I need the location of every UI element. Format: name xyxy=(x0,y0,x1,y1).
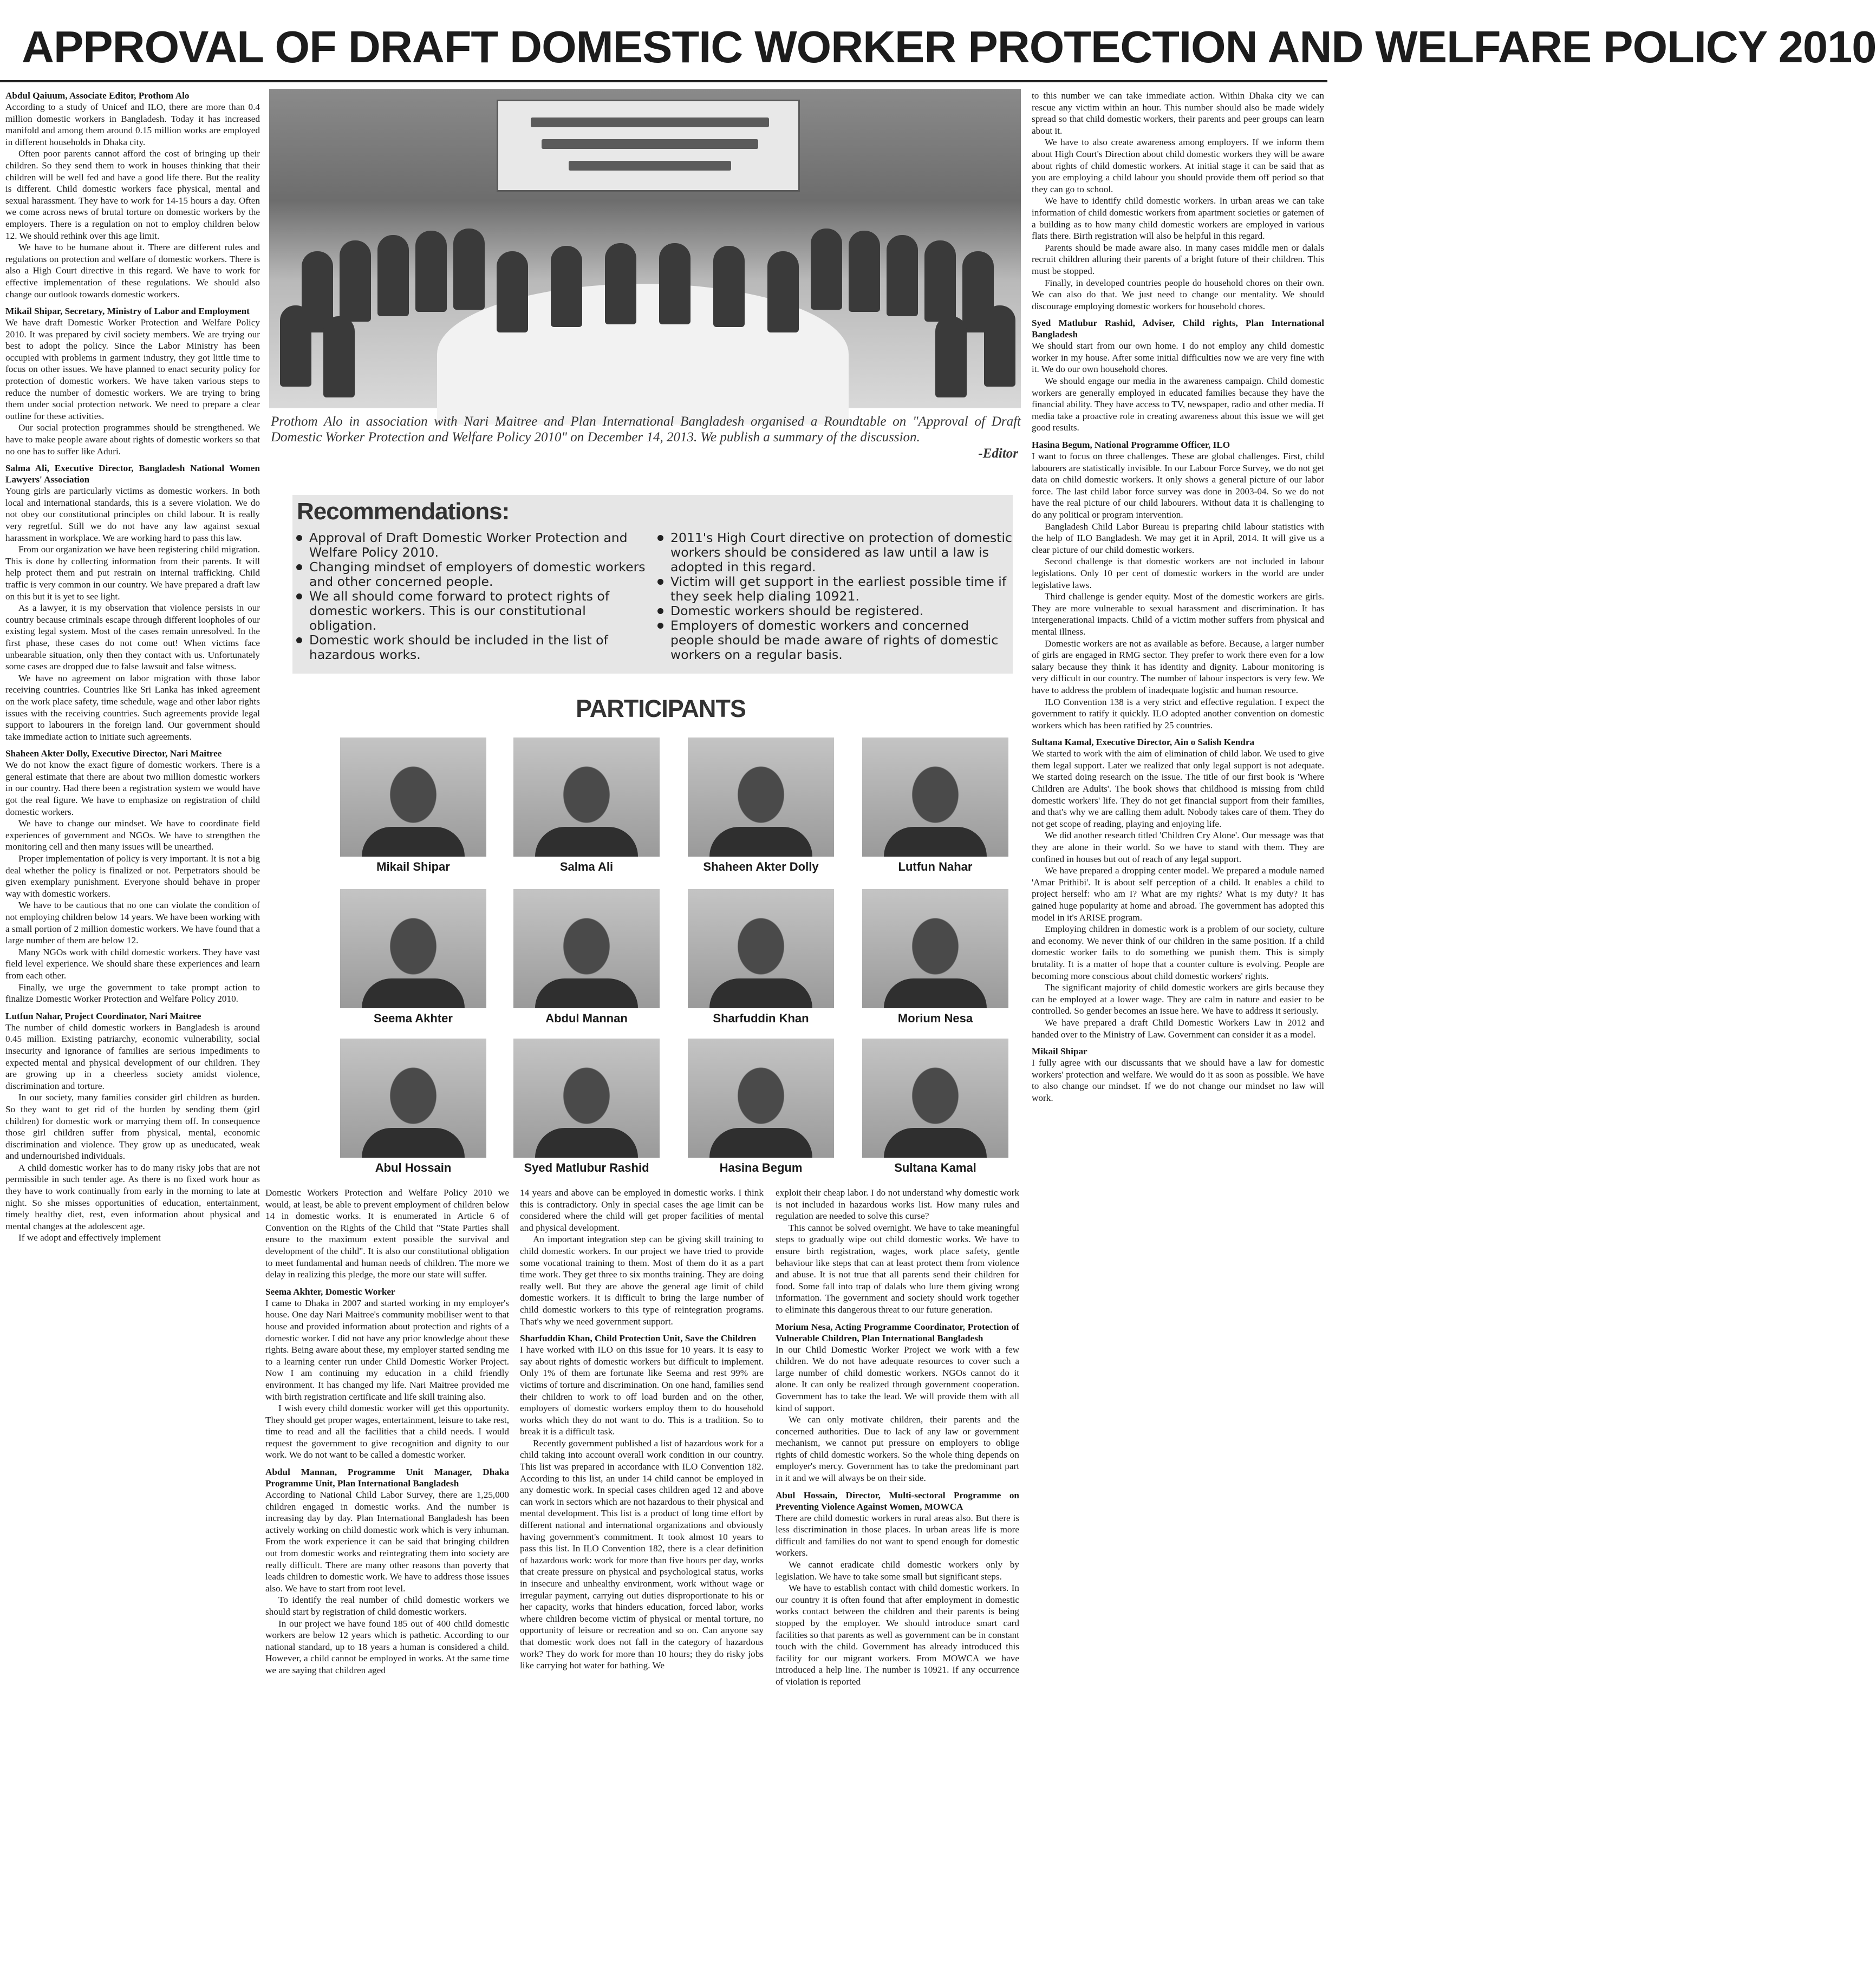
participant-name: Shaheen Akter Dolly xyxy=(703,860,819,873)
speaker-byline: Sultana Kamal, Executive Director, Ain o Salish Kendra xyxy=(1032,737,1255,748)
participant-portrait xyxy=(688,889,834,1008)
column-d xyxy=(776,1187,1019,1969)
article-paragraph: In our project we have found 185 out of 400 child domestic workers are below 12 years which is pathetic. According to our national standard, up to 18 years a human is considered a child. However, a child cannot be employed in works. At the same time we are saying that children aged xyxy=(265,1618,509,1675)
article-paragraph: In our society, many families consider girl children as burden. So they want to get rid of the burden by sending them (girl children) for domestic work or marrying them off. In consequence those girl children suffer from physical, mental, economic discrimination and violence. They grow up as uneducated, weak and undernourished individuals. xyxy=(5,1092,260,1161)
participant-name: Mikail Shipar xyxy=(376,860,450,873)
article-paragraph: I came to Dhaka in 2007 and started working in my employer's house. One day Nari Maitree's community mobiliser went to that house and provided information about protection and rights of a domestic worker. I did not have any prior knowledge about these rights. Being aware about these, my employer started sending me to a learning center run under Child Domestic Worker Project. Now I am continuing my education in a child friendly environment. It has changed my life. Nari Maitree provided me with birth registration certificate and life skill training also. xyxy=(265,1297,509,1402)
photo-person xyxy=(659,243,691,324)
speaker-byline: Salma Ali, Executive Director, Bangladesh National Women Lawyers' Association xyxy=(5,463,260,485)
participant-name: Hasina Begum xyxy=(719,1161,803,1174)
recommendation-item xyxy=(295,633,653,662)
recommendation-item xyxy=(295,560,653,589)
recommendation-item xyxy=(656,575,1014,604)
speaker-byline: Abul Hossain, Director, Multi-sectoral Programme on Preventing Violence Against Women, MOWCA xyxy=(776,1490,1019,1512)
article-paragraph: If we adopt and effectively implement xyxy=(18,1232,161,1243)
recommendation-text: 2011's High Court directive on protection of domestic workers should be considered as law until a law is adopted in this regard. xyxy=(670,530,1012,575)
speaker-byline: Mikail Shipar, Secretary, Ministry of Labor and Employment xyxy=(5,306,250,317)
article-paragraph: As a lawyer, it is my observation that violence persists in our country because criminals escape through different loopholes of our existing legal system. Most of the cases remain unresolved. In the first phase, these cases do not come out! When victims face unbearable situation, only then they contact with us. Unfortunately some cases are dropped due to false lawsuit and false witness. xyxy=(5,603,260,672)
participant-card xyxy=(513,889,660,1026)
bullet-icon xyxy=(657,623,663,629)
article-paragraph: to this number we can take immediate action. Within Dhaka city we can rescue any victim within an hour. This number should also be made widely spread so that child domestic workers, their parents and peer groups can learn about it. xyxy=(1032,90,1324,136)
article-paragraph: We have to identify child domestic workers. In urban areas we can take information of child domestic workers from apartment societies or gatemen of a building as to how many child domestic workers are employed in various flats there. Birth registration will also be helpful in this regard. xyxy=(1032,195,1324,242)
bullet-icon xyxy=(296,535,302,541)
speaker-byline: Lutfun Nahar, Project Coordinator, Nari Maitree xyxy=(5,1010,201,1021)
article-paragraph: We have to be cautious that no one can violate the condition of not employing children below 14 years. We have been working with a small portion of 2 million domestic workers. We have found that a large number of them are below 12. xyxy=(5,900,260,946)
participant-portrait xyxy=(688,1039,834,1158)
article-paragraph: We should engage our media in the awareness campaign. Child domestic workers are generally employed in educated families because they have the financial ability. They have access to TV, newspaper, radio and other media. If media take a proactive role in creating awareness about this issue we will get good results. xyxy=(1032,376,1324,433)
column-e xyxy=(1032,90,1324,1969)
bullet-icon xyxy=(657,608,663,614)
photo-caption: Prothom Alo in association with Nari Maitree and Plan International Bangladesh organised a Roundtable on "Approval of Draft Domestic Worker Protection and Welfare Policy 2010" on December 14, 2013. We publish a summary of the discussion. xyxy=(271,414,1021,445)
article-paragraph: There are child domestic workers in rural areas also. But there is less discrimination in those places. In urban areas life is more difficult and families do not want to spend enough for domestic workers. xyxy=(776,1512,1019,1558)
roundtable-banner xyxy=(497,100,800,192)
article-paragraph: 14 years and above can be employed in domestic works. I think this is contradictory. Only in special cases the age limit can be considered where the child will get proper facilities of mental and physical development. xyxy=(520,1187,764,1233)
article-paragraph: exploit their cheap labor. I do not understand why domestic work is not included in hazardous works list. How many rules and regulation are needed to solve this curse? xyxy=(776,1187,1019,1222)
recommendation-text: Approval of Draft Domestic Worker Protection and Welfare Policy 2010. xyxy=(309,530,628,560)
recommendation-text: Victim will get support in the earliest possible time if they seek help dialing 10921. xyxy=(670,574,1007,604)
recommendation-text: Domestic work should be included in the list of hazardous works. xyxy=(309,632,608,662)
article-paragraph: ILO Convention 138 is a very strict and effective regulation. I expect the government to ratify it quickly. ILO adopted another convention on domestic workers which has been ratified by 25 countries. xyxy=(1032,696,1324,730)
article-paragraph: From our organization we have been registering child migration. This is done by collecting information from their parents. It will help protect them and put restrain on internal trafficking. Child traffic is very common in our country. We have prepared a draft law on this but it is yet to see light. xyxy=(5,544,260,602)
bullet-icon xyxy=(657,535,663,541)
recommendation-item xyxy=(656,531,1014,575)
column-b xyxy=(265,1187,509,1969)
participant-portrait xyxy=(862,889,1008,1008)
article-paragraph: Second challenge is that domestic workers are not included in labour legislations. Only 10 per cent of domestic workers in the world are under legislative laws. xyxy=(1032,556,1324,590)
participant-card xyxy=(340,1039,486,1175)
participant-card xyxy=(688,738,834,874)
participant-portrait xyxy=(688,738,834,857)
article-paragraph: We have to be humane about it. There are different rules and regulations on protection and welfare of domestic workers. There is also a High Court directive in this regard. We have to work for effective implementation of these regulations. We should also change our outlook towards domestic workers. xyxy=(5,242,260,299)
article-paragraph: We have prepared a draft Child Domestic Workers Law in 2012 and handed over to the Ministry of Law. Government can consider it as a model. xyxy=(1032,1017,1324,1040)
article-paragraph: I want to focus on three challenges. These are global challenges. First, child labourers are statistically invisible. In our Labour Force Survey, we do not get data on child domestic workers. It only shows a general picture of our labor force. The last child labor force survey was done in 2003-04. So we do not have the real picture of our child labourers. Without data it is challenging to do any political or program intervention. xyxy=(1032,451,1324,520)
recommendation-item xyxy=(656,604,1014,618)
participant-portrait xyxy=(340,738,486,857)
headline: APPROVAL OF DRAFT DOMESTIC WORKER PROTECTION AND WELFARE POLICY 2010 xyxy=(22,22,1876,72)
article-paragraph: We do not know the exact figure of domestic workers. There is a general estimate that there are about two million domestic workers in our country. Had there been a registration system we would have got the real figure. We have to emphasize on registration of child domestic workers. xyxy=(5,760,260,817)
article-paragraph: In our Child Domestic Worker Project we work with a few children. We do not have adequate resources to cover such a large number of child domestic workers. NGOs cannot do it alone. It can only be realized through government cooperation. Government has to take the lead. We will provide them with all kind of support. xyxy=(776,1344,1019,1413)
photo-person xyxy=(767,251,799,332)
article-paragraph: The significant majority of child domestic workers are girls because they can be employed at a lower wage. They are calm in nature and easier to be controlled. So gender becomes an issue here. We have to address it seriously. xyxy=(1032,982,1324,1016)
participant-name: Abdul Mannan xyxy=(545,1011,628,1025)
caption-editor: -Editor xyxy=(978,446,1018,461)
speaker-byline: Sharfuddin Khan, Child Protection Unit, Save the Children xyxy=(520,1333,757,1344)
photo-person xyxy=(935,316,967,397)
recommendations-title: Recommendations: xyxy=(297,498,510,525)
photo-person xyxy=(323,316,355,397)
article-paragraph: An important integration step can be giving skill training to child domestic workers. In our project we have tried to provide some vocational training to them. Most of them do it as a part time work. They get three to six months training. They are doing really well. But they are above the general age limit of child domestic workers. It is difficult to bring the large number of child domestic workers to this type of reintegration programs. That's why we need government support. xyxy=(520,1234,764,1327)
participant-name: Syed Matlubur Rashid xyxy=(524,1161,649,1174)
article-paragraph: Often poor parents cannot afford the cost of bringing up their children. So they send them to work in houses thinking that their children will be well fed and have a good life there. But the reality is different. Child domestic workers face physical, mental and sexual harassment. They have to work for 14-15 hours a day. Often we come across news of brutal torture on domestic workers by the employers. There is a regulation on not to employ children below 12. We should rethink over this age limit. xyxy=(5,148,260,241)
photo-person xyxy=(453,229,485,310)
participant-card xyxy=(513,738,660,874)
article-paragraph: I fully agree with our discussants that we should have a law for domestic workers' protection and welfare. We would do it as soon as possible. We have to also change our mindset. If we do not change our mindset no law will work. xyxy=(1032,1058,1324,1103)
article-paragraph: Young girls are particularly victims as domestic workers. In both local and international standards, this is a severe violation. We do not obey our constitutional principles on child labour. It is really very regretful. Still we do not have any law against sexual harassment in workplace. We are working hard to pass this law. xyxy=(5,486,260,543)
article-paragraph: A child domestic worker has to do many risky jobs that are not permissible in such tender age. As there is no fixed work hour as they have to work continually from early in the morning to late at night. So she misses opportunities of education, entertainment, timely healthy diet, rest, even information about physical and mental changes at the adolescent age. xyxy=(5,1162,260,1231)
participant-portrait xyxy=(340,889,486,1008)
photo-person xyxy=(280,305,311,387)
headline-rule xyxy=(0,80,1327,82)
article-paragraph: We have prepared a dropping center model. We prepared a module named 'Amar Prithibi'. It is about self perception of a child. It enables a child to project herself: who am I? What are my rights? What is my duty? It has gained huge popularity at home and abroad. The government has adopted this model in it's ARISE program. xyxy=(1032,865,1324,923)
participants-title: PARTICIPANTS xyxy=(576,695,746,722)
recommendation-text: Domestic workers should be registered. xyxy=(670,603,924,618)
recommendation-text: We all should come forward to protect rights of domestic workers. This is our constitutional obligation. xyxy=(309,589,610,633)
photo-person xyxy=(811,229,842,310)
participant-name: Sultana Kamal xyxy=(894,1161,976,1174)
article-paragraph: To identify the real number of child domestic workers we should start by registration of child domestic workers. xyxy=(265,1595,509,1617)
article-paragraph: Third challenge is gender equity. Most of the domestic workers are girls. They are more vulnerable to sexual harassment and discrimination. It has intergenerational impacts. Child of a victim mother suffers from physical and mental illness. xyxy=(1032,591,1324,637)
article-paragraph: I have worked with ILO on this issue for 10 years. It is easy to say about rights of domestic workers but difficult to implement. Only 1% of them are fortunate like Seema and rest 99% are victims of torture and discrimination. On one hand, families send their children to work to off load burden and on the other, employers of domestic workers employ them to do household works which they do not want to do. This is a tradition. So to break it is a difficult task. xyxy=(520,1345,764,1437)
article-paragraph: We have no agreement on labor migration with those labor receiving countries. Countries like Sri Lanka has inked agreement on the work place safety, time schedule, wage and other labor rights issues with the receiving countries. Such agreements provide legal support to labourers in the foreign land. Our government should take immediate action to initiate such agreements. xyxy=(5,673,260,742)
article-paragraph: We have draft Domestic Worker Protection and Welfare Policy 2010. It was prepared by civil society members. We are trying our best to adopt the policy. Since the Labor Ministry has been occupied with problems in garment industry, they got little time to focus on other issues. We have planned to enact security policy for protection of domestic workers. We have taken various steps to reduce the number of domestic workers. We are trying to bring them under social protection network. We need to prepare a clear outline for these activities. xyxy=(5,317,260,421)
participant-card xyxy=(862,889,1008,1026)
bullet-icon xyxy=(296,564,302,570)
participant-name: Salma Ali xyxy=(559,860,614,873)
article-paragraph: Our social protection programmes should be strengthened. We have to make people aware about rights of domestic workers so that no one has to suffer like Aduri. xyxy=(5,422,260,456)
participant-portrait xyxy=(862,1039,1008,1158)
photo-person xyxy=(551,246,582,327)
speaker-byline: Syed Matlubur Rashid, Adviser, Child rights, Plan International Bangladesh xyxy=(1032,318,1324,340)
article-paragraph: We cannot eradicate child domestic workers only by legislation. We have to take some small but significant steps. xyxy=(776,1559,1019,1582)
participant-portrait xyxy=(513,738,660,857)
article-paragraph: We started to work with the aim of elimination of child labor. We used to give them legal support. Later we realized that only legal support is not adequate. We started doing research on the issue. The title of our first book is 'Where Children are Adults'. The book shows that childhood is missing from child domestic workers' life. They do not get financial support from their families, and that's why we are calling them adult. Nobody takes care of them. They do not get scope of reading, playing and enjoying life. xyxy=(1032,748,1324,829)
speaker-byline: Seema Akhter, Domestic Worker xyxy=(265,1286,395,1297)
participant-card xyxy=(862,738,1008,874)
photo-person xyxy=(924,240,956,322)
speaker-byline: Morium Nesa, Acting Programme Coordinator, Protection of Vulnerable Children, Plan International Bangladesh xyxy=(776,1321,1019,1343)
recommendation-item xyxy=(295,531,653,560)
participant-name: Lutfun Nahar xyxy=(898,860,973,873)
recommendation-text: Changing mindset of employers of domestic workers and other concerned people. xyxy=(309,559,646,589)
participant-card xyxy=(513,1039,660,1175)
participant-name: Sharfuddin Khan xyxy=(713,1011,809,1025)
article-paragraph: We have to also create awareness among employers. If we inform them about High Court's Direction about child domestic workers they will be aware about rights of child domestic workers. At initial stage it can be said that as you are employing a child labour you should provide them off period so that they can go to school. xyxy=(1032,137,1324,194)
photo-person xyxy=(340,240,371,322)
photo-person xyxy=(377,235,409,316)
bullet-icon xyxy=(296,593,302,599)
participant-card xyxy=(688,889,834,1026)
participant-portrait xyxy=(340,1039,486,1158)
recommendation-item xyxy=(295,589,653,633)
column-c xyxy=(520,1187,764,1969)
participant-name: Seema Akhter xyxy=(374,1011,453,1025)
article-paragraph: Bangladesh Child Labor Bureau is preparing child labour statistics with the help of ILO Bangladesh. We may get it in April, 2014. It will give us a clear picture of our child domestic workers. xyxy=(1032,521,1324,555)
photo-person xyxy=(984,305,1015,387)
article-paragraph: We have to establish contact with child domestic workers. In our country it is often found that after employment in domestic works contact between the children and their parents is being stopped by the employer. We should introduce smart card facilities so that parents as well as government can be in constant touch with the child. Government has already introduced this facility for our migrant workers. From MOWCA we have introduced a help line. The number is 10921. If any occurrence of violation is reported xyxy=(776,1583,1019,1687)
photo-person xyxy=(887,235,918,316)
article-paragraph: This cannot be solved overnight. We have to take meaningful steps to gradually wipe out child domestic works. We have to ensure birth registration, wages, work place safety, gentle behaviour like steps that can at least protect them from violence and abuse. It is not true that all parents send their children for food. Some fall into trap of dalals who lure them giving wrong information. The government and society should work together to eliminate this dangerous threat to our future generation. xyxy=(776,1222,1019,1315)
speaker-byline: Abdul Mannan, Programme Unit Manager, Dhaka Programme Unit, Plan International Bangladesh xyxy=(265,1467,509,1489)
article-paragraph: Domestic workers are not as available as before. Because, a larger number of girls are engaged in RMG sector. They prefer to work there even for a low salary because they think it has identity and dignity. Labour monitoring is very difficult in our country. The number of labour inspectors is very few. We have to address the problem of inadequate logistic and human resource. xyxy=(1032,638,1324,695)
article-paragraph: Recently government published a list of hazardous work for a child taking into account overall work condition in our country. This list was prepared in accordance with ILO Convention 182. According to this list, an under 14 child cannot be employed in any domestic work. In special cases children aged 12 and above can work in sectors which are not hazardous to their physical and mental development. This list is a product of long time effort by different national and international organizations and obviously having government's commitment. It took almost 10 years to pass this list. In ILO Convention 182, there is a clear definition of hazardous work: work for more than five hours per day, works that create pressure on physical and psychological status, works in insecure and unhealthy environment, work without wage or irregular payment, carrying out duties disproportionate to his or her capacity, works that hinders education, forced labor, works where children become victim of physical or mental torture, no opportunity of leisure or recreation and so on. Can anyone say that domestic work does not fall in the category of hazardous work? They do work for more than 10 hours; they do risky jobs like carrying hot water for bathing. We xyxy=(520,1438,764,1671)
speaker-byline: Mikail Shipar xyxy=(1032,1046,1087,1057)
article-paragraph: We have to change our mindset. We have to coordinate field experiences of government and NGOs. We have to strengthen the monitoring cell and then many issues will be unearthed. xyxy=(5,818,260,852)
participant-portrait xyxy=(513,889,660,1008)
participant-name: Morium Nesa xyxy=(897,1011,973,1025)
article-paragraph: Finally, in developed countries people do household chores on their own. We can also do that. We just need to change our mentality. We should discourage employing domestic workers for household chores. xyxy=(1032,277,1324,311)
article-paragraph: Domestic Workers Protection and Welfare Policy 2010 we would, at least, be able to prevent employment of children below 14 in domestic works. It is enumerated in Article 6 of Convention on the Rights of the Child that "State Parties shall ensure to the maximum extent possible the survival and development of the child". It is also our constitutional obligation to meet fundamental and human needs of children. The more we delay in realizing this pledge, the more our state will suffer. xyxy=(265,1187,509,1280)
article-paragraph: Many NGOs work with child domestic workers. They have vast field level experience. We should share these experiences and learn from each other. xyxy=(5,947,260,981)
participant-card xyxy=(340,738,486,874)
article-paragraph: We should start from our own home. I do not employ any child domestic worker in my house. After some initial difficulties now we are very fine with it. We do our own household chores. xyxy=(1032,341,1324,375)
column-a xyxy=(5,90,260,1969)
participant-card xyxy=(688,1039,834,1175)
recommendations-list-right xyxy=(656,531,1014,662)
article-paragraph: Employing children in domestic work is a problem of our society, culture and economy. We never think of our children in the same position. If a child domestic worker fails to do something we punish them. This is simply brutality. It is a matter of hope that a counter culture is evolving. People are becoming more conscious about child domestic workers' rights. xyxy=(1032,924,1324,981)
speaker-byline: Abdul Qaiuum, Associate Editor, Prothom Alo xyxy=(5,90,190,101)
participant-portrait xyxy=(513,1039,660,1158)
photo-person xyxy=(849,231,880,312)
recommendation-text: Employers of domestic workers and concerned people should be made aware of rights of domestic workers on a regular basis. xyxy=(670,618,999,662)
bullet-icon xyxy=(296,637,302,643)
article-paragraph: According to a study of Unicef and ILO, there are more than 0.4 million domestic workers in Bangladesh. Today it has increased manifold and among them around 0.15 million works are employed in different households in Dhaka city. xyxy=(5,102,260,147)
article-paragraph: We did another research titled 'Children Cry Alone'. Our message was that they are alone in their world. So we have to stand with them. They are confined in houses but out of reach of any legal support. xyxy=(1032,830,1324,864)
speaker-byline: Hasina Begum, National Programme Officer, ILO xyxy=(1032,440,1230,451)
photo-person xyxy=(713,246,745,327)
article-paragraph: Parents should be made aware also. In many cases middle men or dalals recruit children alluring their parents of a bright future of their children. This must be stopped. xyxy=(1032,242,1324,276)
article-paragraph: Finally, we urge the government to take prompt action to finalize Domestic Worker Protection and Welfare Policy 2010. xyxy=(5,982,260,1004)
article-paragraph: I wish every child domestic worker will get this opportunity. They should get proper wages, entertainment, leisure to take rest, time to read and all the facilities that a child needs. I would request the government to give recognition and dignity to our work. We do not want to be called a domestic worker. xyxy=(265,1403,509,1460)
article-paragraph: Proper implementation of policy is very important. It is not a big deal whether the policy is finalized or not. Perpetrators should be given exemplary punishment. Everyone should behave in proper way with domestic workers. xyxy=(5,853,260,899)
speaker-byline: Shaheen Akter Dolly, Executive Director, Nari Maitree xyxy=(5,748,222,759)
recommendation-item xyxy=(656,618,1014,662)
recommendations-list-left xyxy=(295,531,653,662)
article-paragraph: The number of child domestic workers in Bangladesh is around 0.45 million. Existing patriarchy, economic vulnerability, social insecurity and ignorance of families are serious impediments to expected mental and physical development of our children. They are growing up in a cheerless society amidst violence, discrimination and torture. xyxy=(5,1022,260,1091)
roundtable-photo xyxy=(269,89,1021,408)
bullet-icon xyxy=(657,579,663,585)
participant-card xyxy=(862,1039,1008,1175)
photo-person xyxy=(415,231,447,312)
photo-person xyxy=(497,251,528,332)
participant-card xyxy=(340,889,486,1026)
article-paragraph: We can only motivate children, their parents and the concerned authorities. Due to lack of any law or government mechanism, we cannot put pressure on employers to oblige rights of child domestic workers. So the whole thing depends on employer's mercy. Government has to take the predominant part in it and we will always be on their side. xyxy=(776,1414,1019,1484)
article-paragraph: According to National Child Labor Survey, there are 1,25,000 children engaged in domestic works. And the number is increasing day by day. Plan International Bangladesh has been actively working on child domestic work which is very inhuman. From the work experience it can be said that bringing children out from domestic works and reintegrating them into society are really difficult. There are many other reasons than poverty that leads children to domestic work. We have to address those issues also. We have to start from root level. xyxy=(265,1490,509,1594)
participant-portrait xyxy=(862,738,1008,857)
participant-name: Abul Hossain xyxy=(375,1161,452,1174)
photo-person xyxy=(605,243,636,324)
